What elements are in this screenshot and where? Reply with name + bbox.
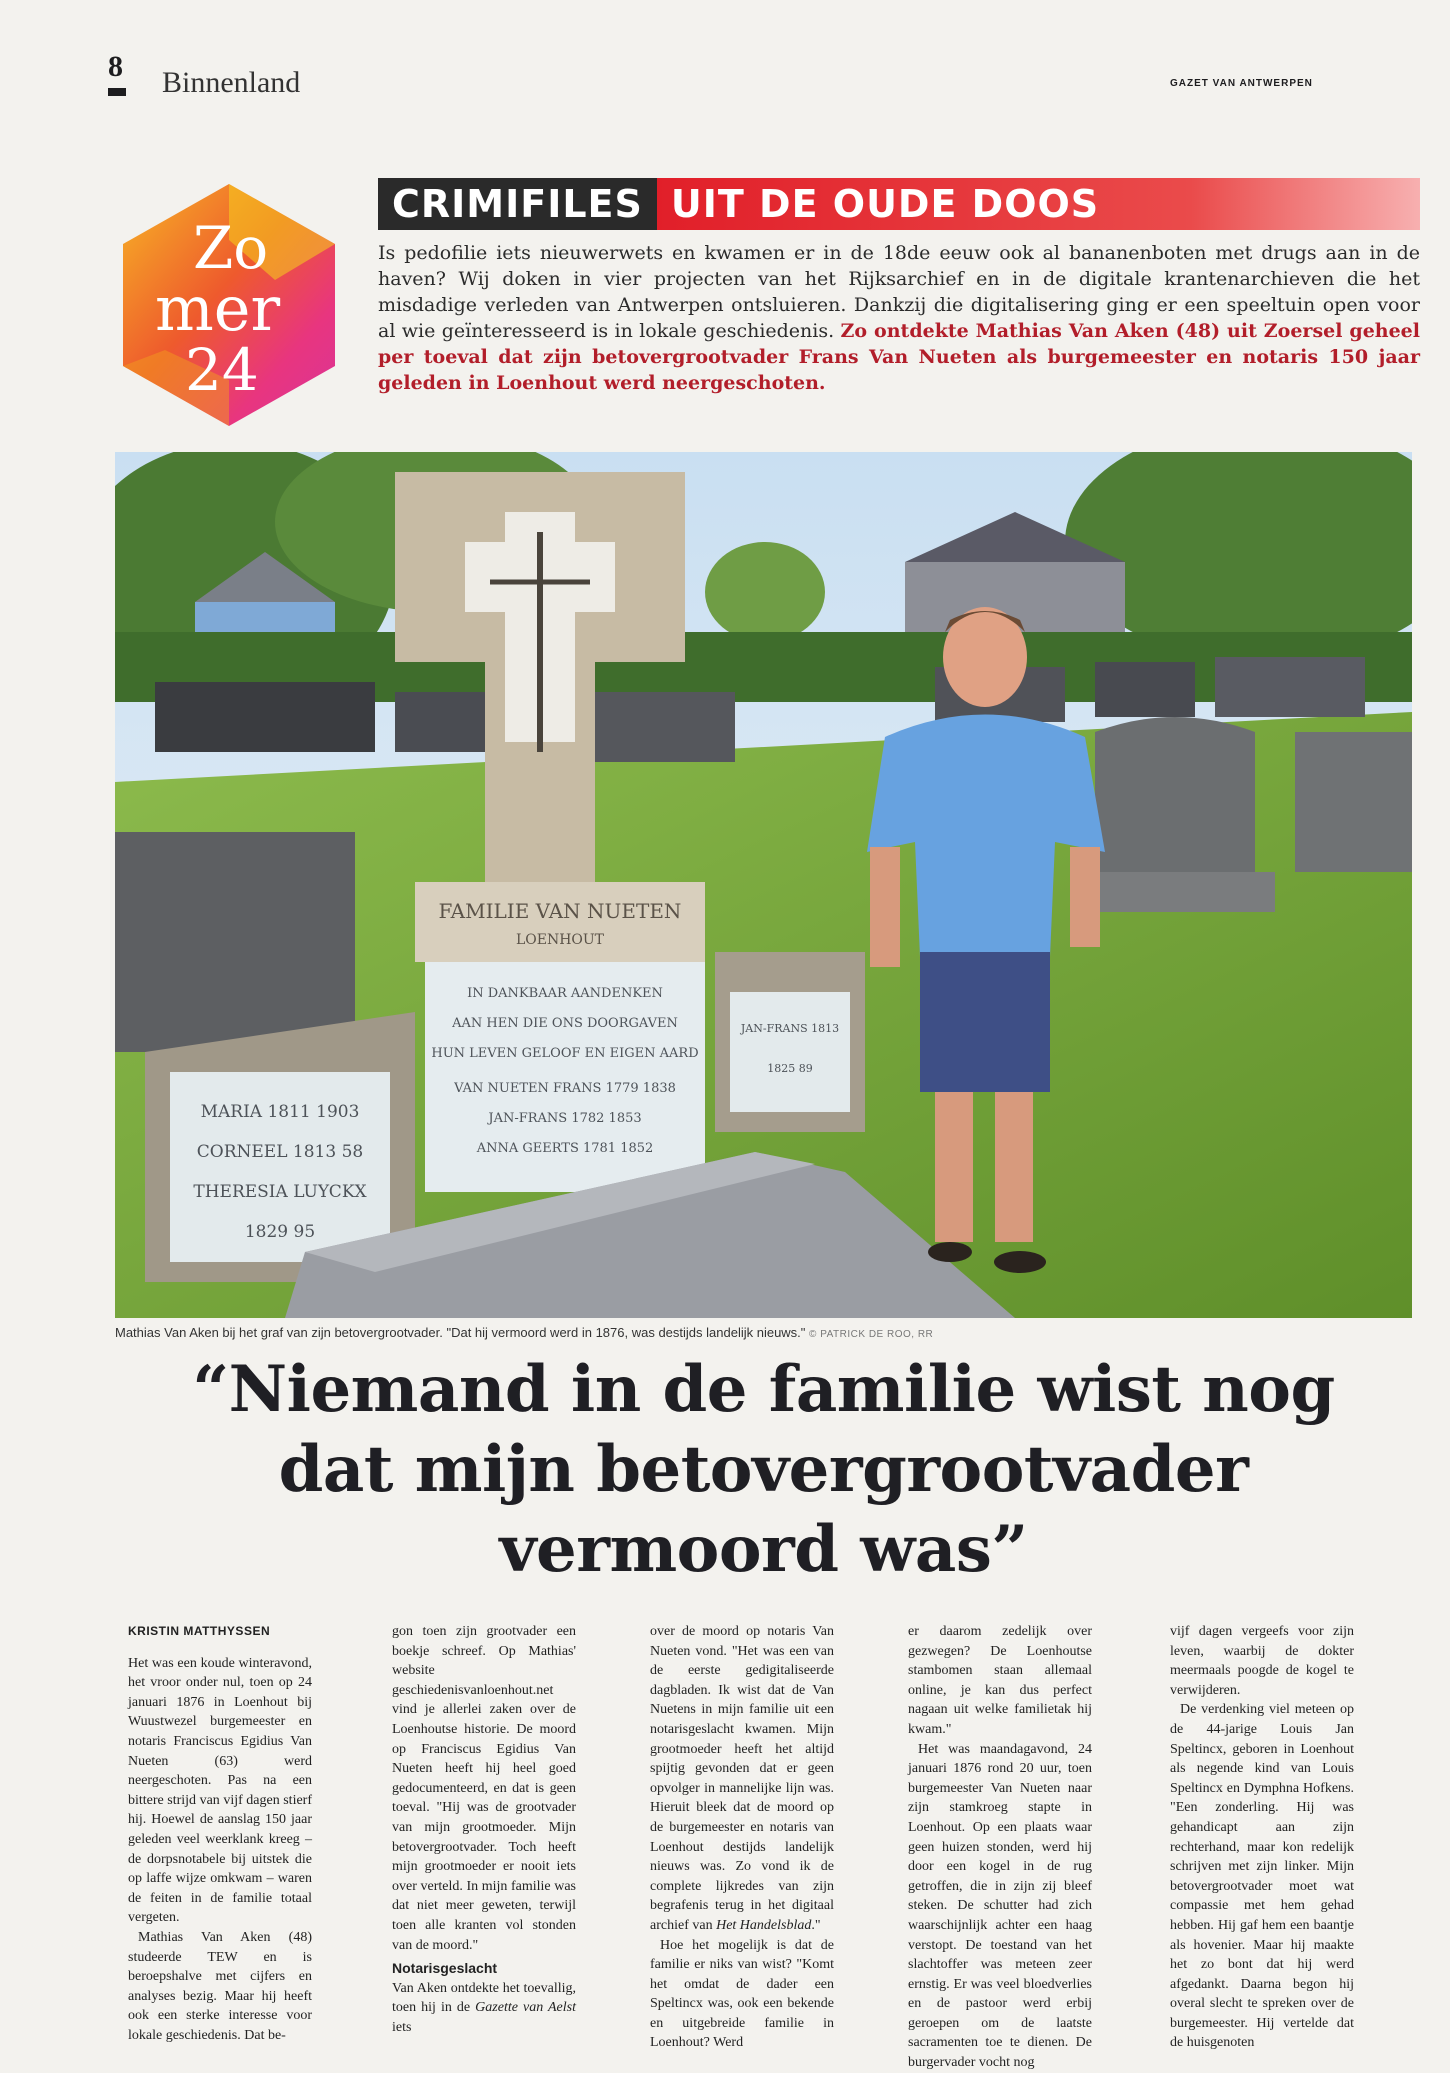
photo-illustration	[115, 452, 1412, 1318]
article-column-5	[1170, 1622, 1354, 2053]
left-plaque-line1: MARIA 1811 1903	[200, 1102, 360, 1122]
center-plaque-line2: AAN HEN DIE ONS DOORGAVEN	[452, 1016, 678, 1031]
col2-paragraph-1: gon toen zijn grootvader een boekje schreef. Op Mathias' website geschiedenisvanloenhout.net vind je allerlei zaken over de Loenhoutse historie. De moord op Franciscus Egidius Van Nueten heeft hij heel goed gedocumenteerd, en dat is geen toeval. "Hij was de grootvader van mijn grootmoeder. Mijn betovergrootvader. Toch heeft mijn grootmoeder er nooit iets over verteld. In mijn familie was dat niet meer geweten, terwijl toen alle kranten vol stonden van de moord."	[392, 1624, 576, 1953]
col1-paragraph-2: Mathias Van Aken (48) studeerde TEW en is beroepshalve met cijfers en analyses bezig. Maar hij heeft ook een sterke interesse voor lokale geschiedenis. Dat be-	[128, 1929, 312, 2043]
col4-paragraph-2: Het was maandagavond, 24 januari 1876 rond 20 uur, toen burgemeester Van Nueten naar zijn stamkroeg stapte in Loenhout. Op een plaats waar geen huizen stonden, werd hij door een kogel in de rug getroffen, die in zijn zij bleef steken. De schutter had zich waarschijnlijk achter een haag verstopt. De toestand van het slachtoffer was meteen zeer ernstig. Er was veel bloedverlies en de pastoor werd erbij geroepen om de laatste sacramenten toe te dienen. De burgervader vocht nog	[908, 1741, 1092, 2071]
right-plaque-line2: 1825 89	[767, 1062, 813, 1075]
photo-credit: © PATRICK DE ROO, RR	[809, 1329, 934, 1340]
center-plaque-line3: HUN LEVEN GELOOF EN EIGEN AARD	[431, 1046, 699, 1061]
col3-p1-post: ."	[811, 1917, 821, 1933]
col3-paragraph-1	[650, 1622, 834, 1936]
cemetery-photo	[115, 452, 1412, 1318]
headline-line3: vermoord was”	[499, 1512, 1028, 1587]
headline-line1: “Niemand in de familie wist nog	[192, 1352, 1335, 1427]
col2-subhead: Notarisgeslacht	[392, 1960, 498, 1977]
series-banner	[378, 178, 1420, 230]
col3-p1-pre: over de moord op notaris Van Nueten vond. "Het was een van de eerste gedigitaliseerde dagbladen. Ik wist dat de Van Nuetens in mijn familie uit een notarisgeslacht kwamen. Mijn grootmoeder heeft het altijd spijtig gevonden dat er geen opvolger in mannelijke lijn was. Hieruit bleek dat de moord op de burgemeester en notaris van Loenhout destijds landelijk nieuws was. Zo vond ik de complete lijkredes van zijn begrafenis terug in het digitaal archief van	[650, 1624, 834, 1933]
center-plaque-line4: VAN NUETEN FRANS 1779 1838	[454, 1081, 676, 1096]
photo-caption	[115, 1325, 1412, 1340]
left-plaque-line2: CORNEEL 1813 58	[196, 1142, 364, 1162]
intro-highlight: Zo ontdekte Mathias Van Aken (48) uit Zoersel geheel per toeval dat zijn betovergrootvader Frans Van Nueten als burgemeester en notaris 150 jaar geleden in Loenhout werd neergeschoten.	[378, 320, 1420, 394]
logo-line2: mer	[155, 272, 281, 345]
col4-paragraph-1: er daarom zedelijk over gezwegen? De Loenhoutse stambomen staan allemaal online, je kan dus perfect nagaan uit welke familietak hij kwam."	[908, 1624, 1092, 1737]
byline: KRISTIN MATTHYSSEN	[128, 1624, 271, 1638]
plaque-sub: LOENHOUT	[515, 932, 605, 948]
article-column-1	[128, 1622, 312, 2045]
page-number: 8	[108, 50, 123, 83]
col1-paragraph-1: Het was een koude winteravond, het vroor onder nul, toen op 24 januari 1876 in Loenhout bij Wuustwezel burgemeester en notaris Franciscus Egidius Van Nueten (63) werd neergeschoten. Pas na een bittere strijd van vijf dagen stierf hij. Hoewel de aanslag 150 jaar geleden veel weerklank kreeg – de dorpsnotabele bij uitstek die op laffe wijze omkwam – waren de feiten in de familie totaal vergeten.	[128, 1655, 312, 1926]
center-plaque-line5: JAN-FRANS 1782 1853	[488, 1111, 642, 1126]
zomer24-logo	[115, 180, 343, 430]
col2-p2-post: iets	[392, 2019, 412, 2035]
left-plaque-line4: 1829 95	[244, 1222, 316, 1242]
headline-line2: dat mijn betovergrootvader	[278, 1432, 1249, 1507]
section-title: Binnenland	[162, 66, 301, 99]
col3-p1-em: Het Handelsblad	[716, 1917, 812, 1933]
col2-p2-pre: Van Aken ontdekte het toevallig, toen hij in de	[392, 1980, 576, 2016]
center-plaque-line1: IN DANKBAAR AANDENKEN	[467, 986, 663, 1001]
logo-line3: 24	[185, 336, 259, 404]
col5-paragraph-2: De verdenking viel meteen op de 44-jarige Louis Jan Speltincx, geboren in Loenhout als negende kind van Louis Speltincx en Dymphna Hofkens. "Een zonderling. Hij was gehandicapt aan zijn rechterhand, maar kon redelijk schrijven met zijn linker. Mijn betovergrootvader moet wat compassie met hem gehad hebben. Hij gaf hem een baantje als hovenier. Maar hij maakte het zo bont dat hij werd afgedankt. Daarna begon hij overal slecht te spreken over de burgemeester. Hij vertelde dat de huisgenoten	[1170, 1702, 1354, 2051]
logo-line1: Zo	[193, 214, 269, 282]
headline	[115, 1350, 1412, 1590]
article-column-2	[392, 1622, 576, 2037]
article-column-4	[908, 1622, 1092, 2073]
col5-paragraph-1: vijf dagen vergeefs voor zijn leven, waarbij de dokter meermaals poogde de kogel te verwijderen.	[1170, 1624, 1354, 1698]
banner-uit-de-oude-doos: UIT DE OUDE DOOS	[657, 178, 1420, 230]
col2-paragraph-2	[392, 1979, 576, 2038]
page-number-bar	[108, 88, 126, 96]
newspaper-name: GAZET VAN ANTWERPEN	[1170, 78, 1313, 89]
caption-text: Mathias Van Aken bij het graf van zijn betovergrootvader. "Dat hij vermoord werd in 1876, was destijds landelijk nieuws."	[115, 1325, 806, 1340]
col3-paragraph-2: Hoe het mogelijk is dat de familie er niks van wist? "Komt het omdat de dader een Speltincx was, ook een bekende en uitgebreide familie in Loenhout? Werd	[650, 1937, 834, 2051]
article-column-3	[650, 1622, 834, 2053]
plaque-top: FAMILIE VAN NUETEN	[438, 899, 682, 923]
intro-paragraph	[378, 240, 1420, 396]
intro-text: Is pedofilie iets nieuwerwets en kwamen er in de 18de eeuw ook al bananenboten met drugs aan in de haven? Wij doken in vier projecten van het Rijksarchief en in de digitale krantenarchieven die het misdadige verleden van Antwerpen ontsluieren. Dankzij die digitalisering ging er een speeltuin open voor al wie geïnteresseerd is in lokale geschiedenis.	[378, 242, 1420, 342]
right-plaque-line1: JAN-FRANS 1813	[740, 1022, 840, 1035]
center-plaque-line6: ANNA GEERTS 1781 1852	[476, 1141, 654, 1156]
col2-p2-em: Gazette van Aelst	[475, 2000, 576, 2016]
zomer24-logo-graphic	[115, 180, 343, 430]
banner-crimifiles: CRIMIFILES	[378, 178, 657, 230]
left-plaque-line3: THERESIA LUYCKX	[193, 1182, 367, 1202]
